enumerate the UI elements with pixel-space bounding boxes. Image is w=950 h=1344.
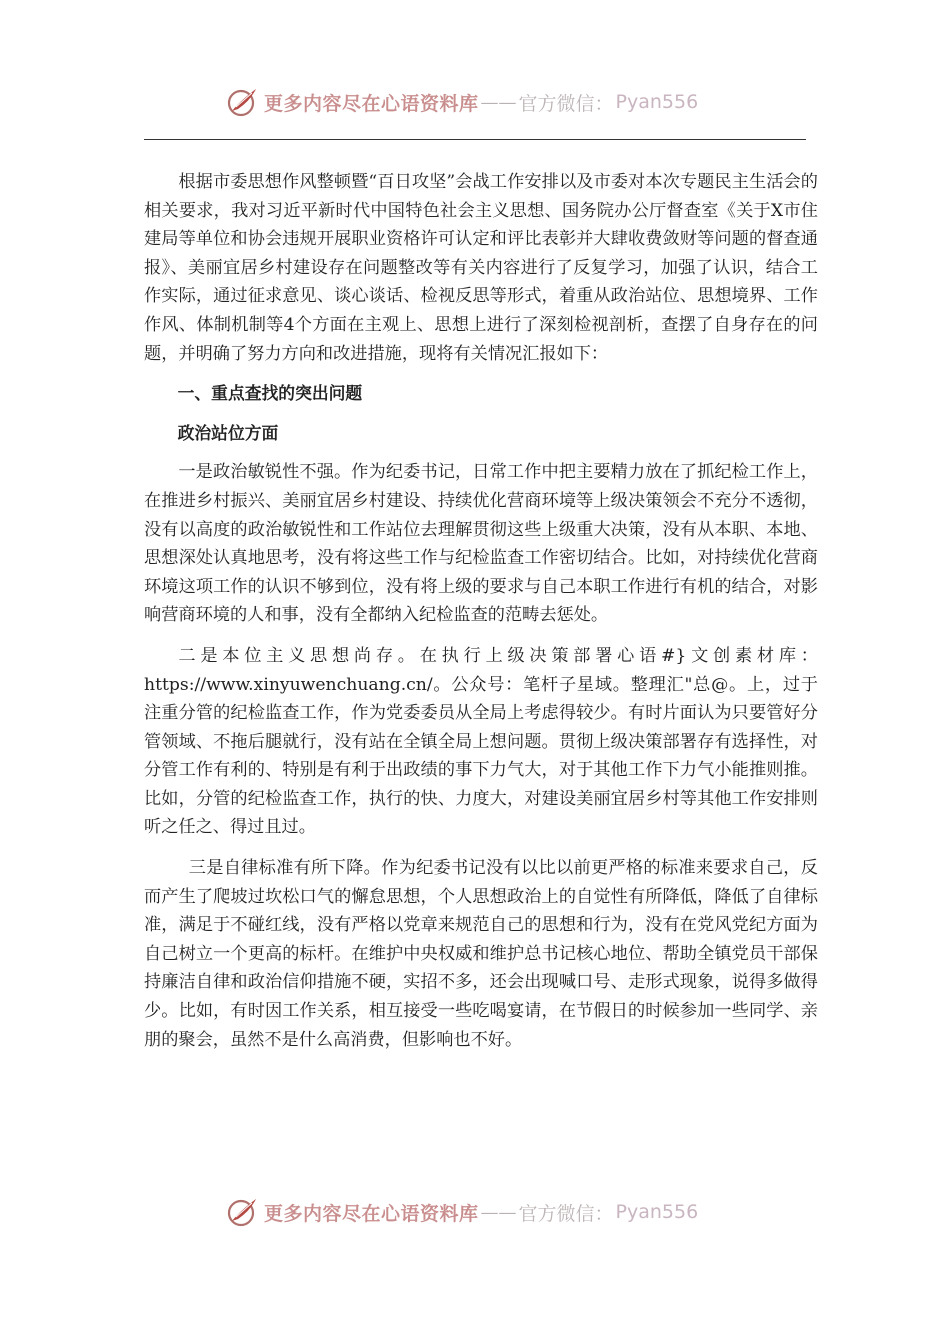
banner-dash: —— — [480, 91, 517, 113]
brand-text: 更多内容尽在心语资料库 — [264, 92, 479, 115]
wechat-id: Pyan556 — [615, 91, 699, 113]
banner-dash: —— — [480, 1201, 517, 1223]
wechat-id: Pyan556 — [615, 1201, 699, 1223]
header-banner — [226, 82, 746, 122]
paragraph-political-sensitivity: 一是政治敏锐性不强。作为纪委书记，日常工作中把主要精力放在了抓纪检工作上，在推进乡村振兴、美丽宜居乡村建设、持续优化营商环境等上级决策领会不充分不透彻，没有以高度的政治敏锐性和工作站位去理解贯彻这些上级重大决策，没有从本职、本地、思想深处认真地思考，没有将这些工作与纪检监查工作密切结合。比如，对持续优化营商环境这项工作的认识不够到位，没有将上级的要求与自己本职工作进行有机的结合，对影响营商环境的人和事，没有全都纳入纪检监查的范畴去惩处。 — [144, 462, 818, 626]
official-wechat-label: 官方微信： — [518, 1202, 614, 1225]
paragraph-departmentalism: 二是本位主义思想尚存。在执行上级决策部署心语#}文创素材库：https://www.xinyuwenchuang.cn/。公众号：笔杆子星域。整理汇"总@。上，过于注重分管的纪检监查工作，作为党委委员从全局上考虑得较少。有时片面认为只要管好分管领域、不拖后腿就行，没有站在全镇全局上想问题。贯彻上级决策部署存有选择性，对分管工作有利的、特别是有利于出政绩的事下力气大，对于其他工作下力气小能推则推。比如，分管的纪检监查工作，执行的快、力度大，对建设美丽宜居乡村等其他工作安排则听之任之、得过且过。 — [144, 645, 818, 838]
document-body — [144, 168, 818, 1054]
brand-text: 更多内容尽在心语资料库 — [264, 1202, 479, 1225]
paragraph-self-discipline: 三是自律标准有所下降。作为纪委书记没有以比以前更严格的标准来要求自己，反而产生了爬坡过坎松口气的懈怠思想，个人思想政治上的自觉性有所降低，降低了自律标准，满足于不碰红线，没有严格以党章来规范自己的思想和行为，没有在党风党纪方面为自己树立一个更高的标杆。在维护中央权威和维护总书记核心地位、帮助全镇党员干部保持廉洁自律和政治信仰措施不硬，实招不多，还会出现喊口号、走形式现象，说得多做得少。比如，有时因工作关系，相互接受一些吃喝宴请，在节假日的时候参加一些同学、亲朋的聚会，虽然不是什么高消费，但影响也不好。 — [144, 858, 818, 1050]
footer-banner — [226, 1192, 746, 1232]
quill-logo-icon — [226, 85, 260, 119]
official-wechat-label: 官方微信： — [518, 92, 614, 115]
section-heading: 一、重点查找的突出问题 — [177, 383, 363, 404]
intro-paragraph: 根据市委思想作风整顿暨“百日攻坚”会战工作安排以及市委对本次专题民主生活会的相关要求，我对习近平新时代中国特色社会主义思想、国务院办公厅督查室《关于X市住建局等单位和协会违规开展职业资格许可认定和评比表彰并大肆收费敛财等问题的督查通报》、美丽宜居乡村建设存在问题整改等有关内容进行了反复学习，加强了认识，结合工作实际，通过征求意见、谈心谈话、检视反思等形式，着重从政治站位、思想境界、工作作风、体制机制等4个方面在主观上、思想上进行了深刻检视剖析，查摆了自身存在的问题，并明确了努力方向和改进措施，现将有关情况汇报如下： — [144, 172, 818, 364]
header-rule — [144, 139, 806, 140]
subsection-heading: 政治站位方面 — [177, 422, 279, 443]
quill-logo-icon — [226, 1195, 260, 1229]
